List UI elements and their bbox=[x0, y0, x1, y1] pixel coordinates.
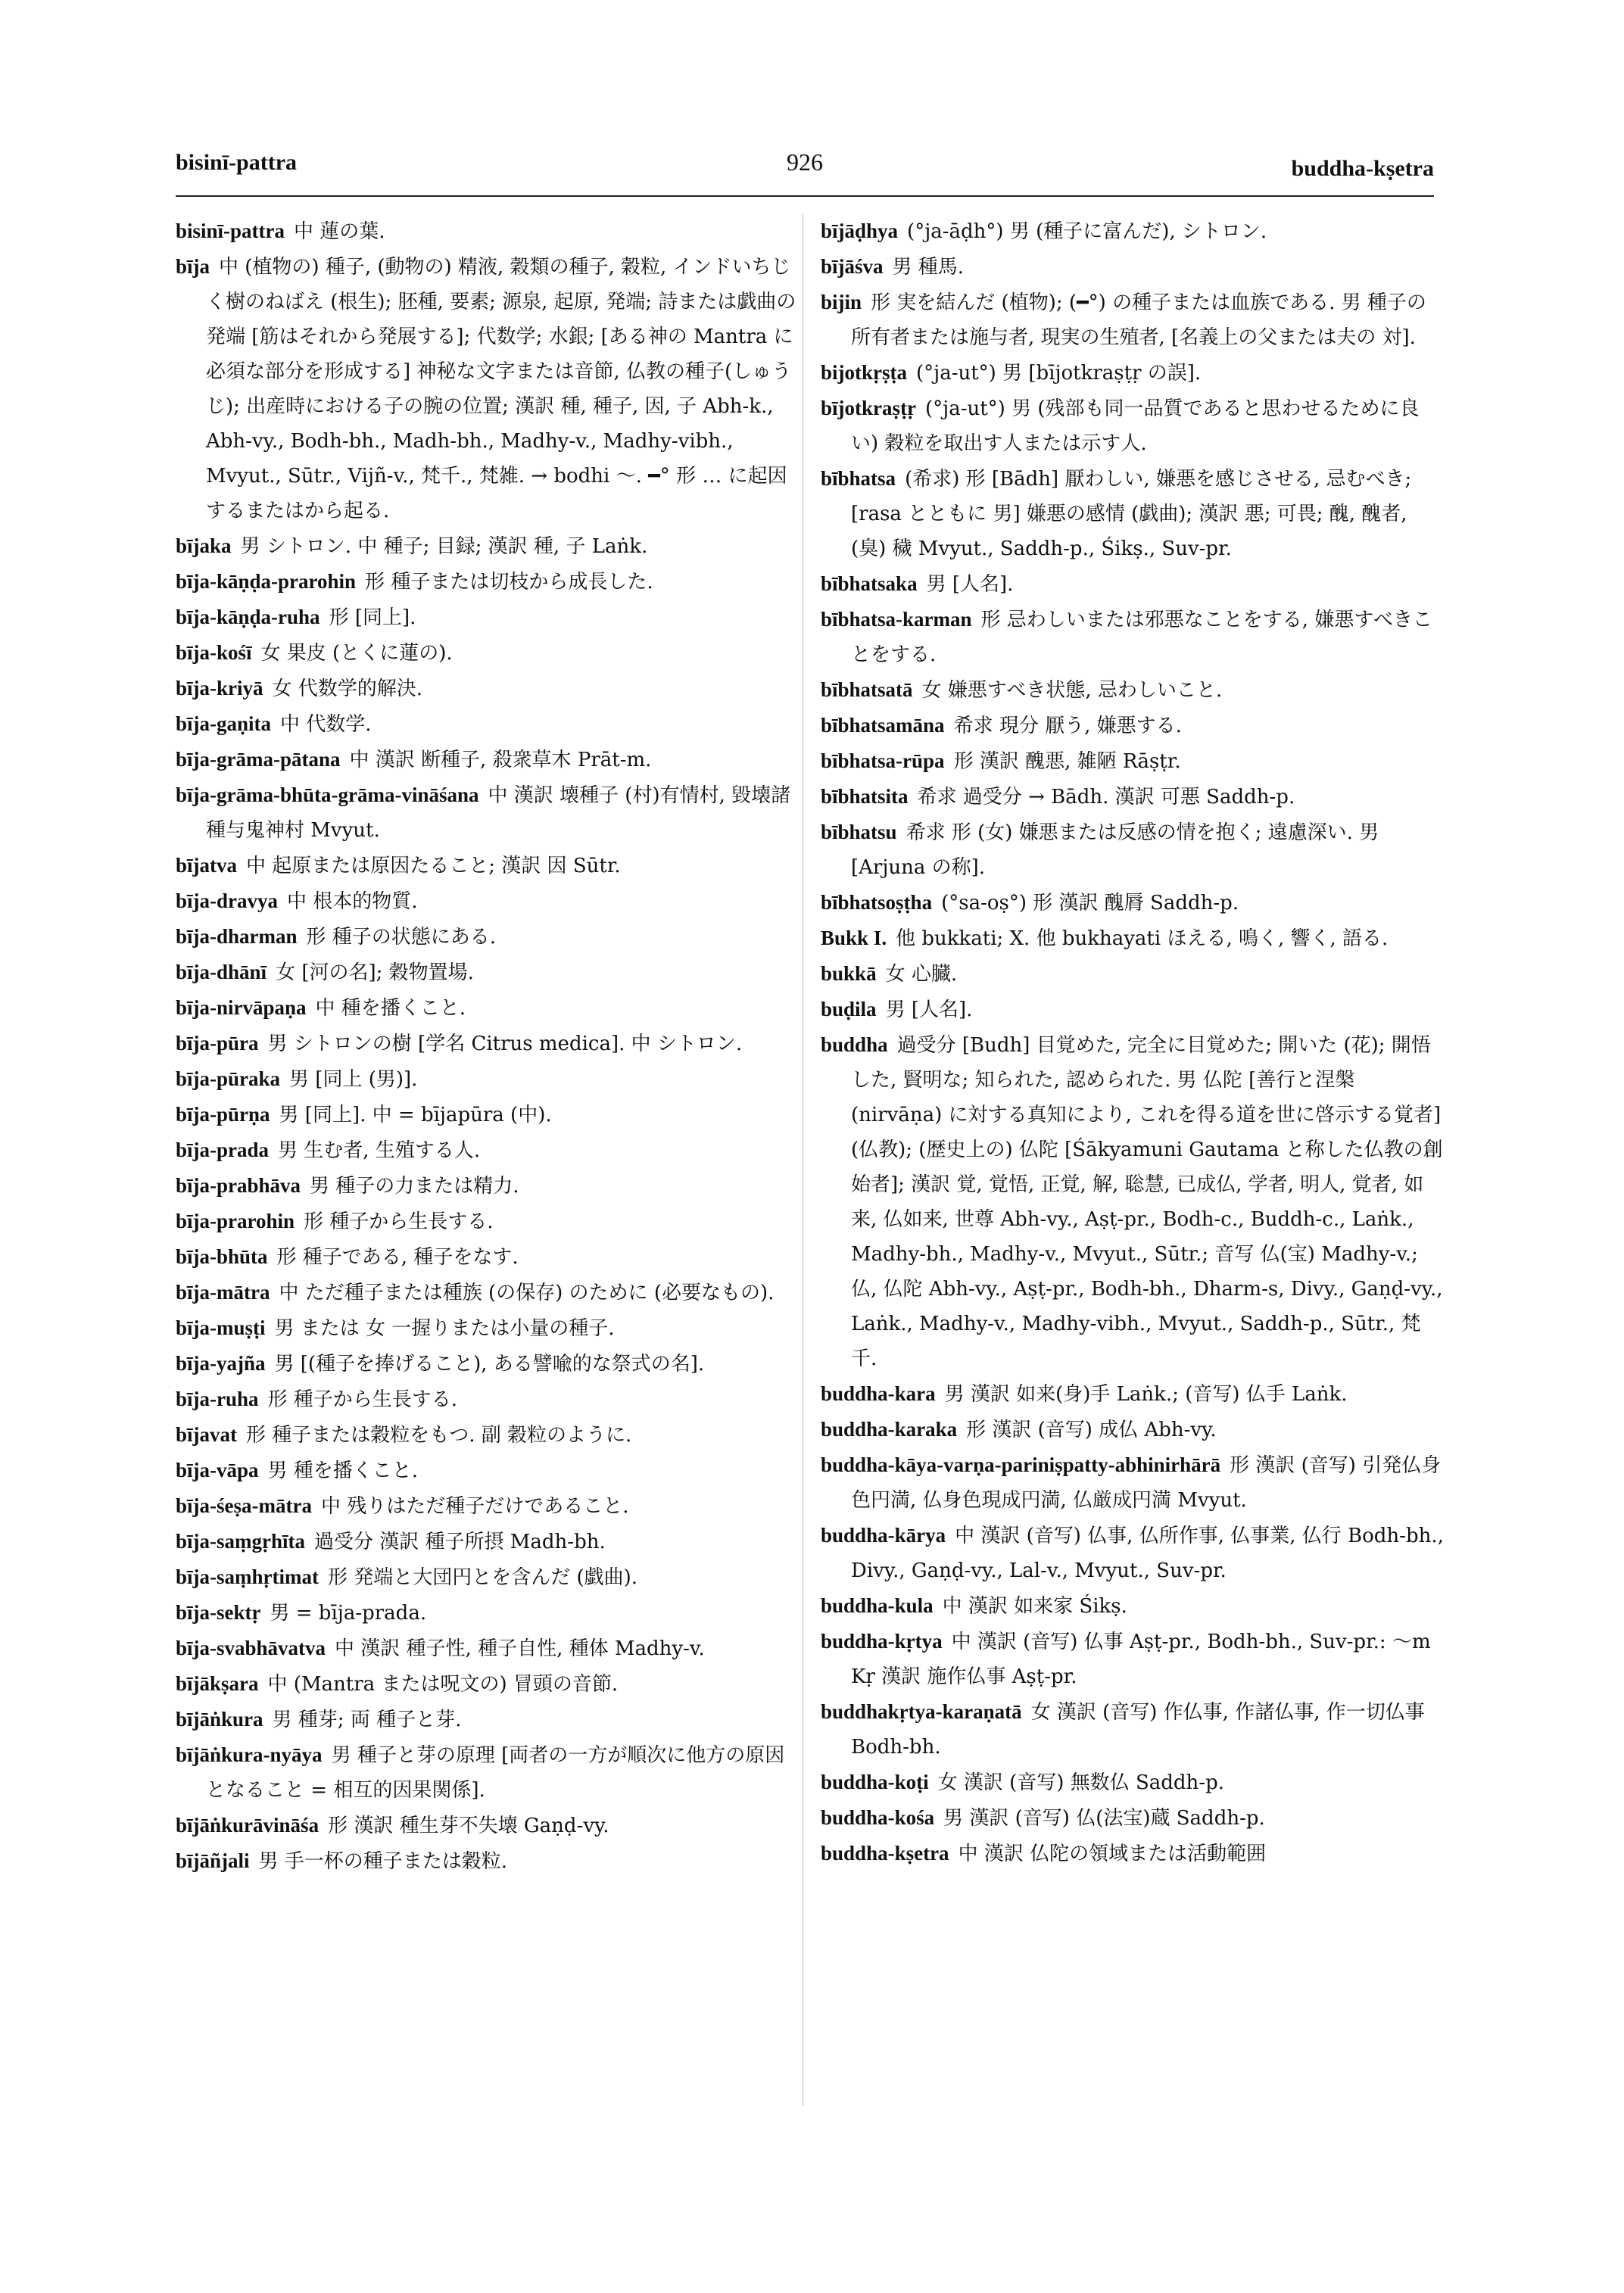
entry-headword: bījavat bbox=[176, 1423, 237, 1446]
entry-headword: bīja bbox=[176, 255, 210, 278]
entry-definition: 男 生む者, 生殖する人. bbox=[278, 1139, 481, 1162]
entry-definition: 過受分 漢訳 種子所摂 Madh-bh. bbox=[314, 1531, 606, 1553]
dictionary-entry bbox=[821, 355, 1445, 391]
dictionary-entry bbox=[176, 955, 800, 990]
dictionary-entry bbox=[821, 249, 1445, 285]
dictionary-entry bbox=[821, 461, 1445, 566]
entry-headword: bīja-kāṇḍa-ruha bbox=[176, 606, 320, 628]
dictionary-entry bbox=[176, 1559, 800, 1595]
dictionary-entry bbox=[176, 600, 800, 635]
entry-definition: 形 種子から生長する. bbox=[267, 1388, 458, 1411]
dictionary-entry bbox=[176, 706, 800, 742]
entry-definition: 中 種を播くこと. bbox=[315, 997, 466, 1020]
entry-headword: bīja-ruha bbox=[176, 1388, 259, 1410]
entry-definition: (°ja-āḍh°) 男 (種子に富んだ), シトロン. bbox=[907, 220, 1267, 243]
dictionary-entry bbox=[176, 990, 800, 1026]
entry-headword: bīja-bhūta bbox=[176, 1245, 268, 1268]
entry-definition: 中 漢訳 如来家 Śikṣ. bbox=[942, 1595, 1127, 1618]
entry-headword: buddha-kara bbox=[821, 1382, 936, 1405]
entry-definition: 形 種子である, 種子をなす. bbox=[276, 1246, 519, 1269]
entry-definition: 女 [河の名]; 穀物置場. bbox=[276, 961, 474, 984]
entry-definition: 形 種子の状態にある. bbox=[306, 926, 497, 949]
entry-headword: bīja-kriyā bbox=[176, 677, 263, 699]
entry-definition: 中 漢訳 (音写) 仏事, 仏所作事, 仏事業, 仏行 Bodh-bh., Divy., Gaṇḍ-vy., Lal-v., Mvyut., Suv-pr. bbox=[851, 1525, 1444, 1582]
dictionary-entry bbox=[176, 635, 800, 671]
dictionary-entry bbox=[176, 1346, 800, 1382]
dictionary-entry bbox=[176, 1631, 800, 1666]
running-head-left: bisinī-pattra bbox=[176, 150, 298, 175]
dictionary-entry bbox=[821, 1376, 1445, 1412]
entry-headword: bīja-grāma-bhūta-grāma-vināśana bbox=[176, 784, 479, 806]
entry-definition: 女 漢訳 (音写) 無数仏 Saddh-p. bbox=[937, 1771, 1224, 1794]
dictionary-entry bbox=[176, 1132, 800, 1168]
entry-headword: buddhakṛtya-karaṇatā bbox=[821, 1700, 1022, 1723]
entry-headword: bīja-sektṛ bbox=[176, 1601, 261, 1624]
entry-definition: 形 漢訳 醜悪, 雑陋 Rāṣṭr. bbox=[953, 750, 1181, 773]
entry-definition: 中 ただ種子または種族 (の保存) のために (必要なもの). bbox=[279, 1282, 775, 1304]
dictionary-entry bbox=[176, 777, 800, 848]
dictionary-entry bbox=[176, 1737, 800, 1808]
dictionary-entry bbox=[821, 1447, 1445, 1518]
dictionary-entry bbox=[821, 1518, 1445, 1588]
dictionary-entry bbox=[821, 391, 1445, 461]
entry-definition: (希求) 形 [Bādh] 厭わしい, 嫌悪を感じさせる, 忌むべき; [rasa とともに 男] 嫌悪の感情 (戯曲); 漢訳 悪; 可畏; 醜, 醜者, (臭) 穢 Mvyut., Saddh-p., Śikṣ., Suv-pr. bbox=[851, 468, 1412, 560]
dictionary-entry bbox=[176, 564, 800, 600]
entry-headword: bībhatsamāna bbox=[821, 714, 945, 737]
dictionary-entry bbox=[821, 708, 1445, 743]
dictionary-entry bbox=[821, 285, 1445, 355]
entry-definition: 形 漢訳 (音写) 引発仏身色円満, 仏身色現成円満, 仏厳成円満 Mvyut. bbox=[851, 1454, 1442, 1512]
right-column bbox=[821, 213, 1445, 1871]
dictionary-entry bbox=[821, 1412, 1445, 1447]
entry-definition: 形 種子から生長する. bbox=[304, 1210, 494, 1233]
entry-definition: 中 漢訳 壊種子 (村)有情村, 毀壊諸種与鬼神村 Mvyut. bbox=[206, 784, 791, 842]
dictionary-entry bbox=[821, 1588, 1445, 1624]
entry-definition: 中 (植物の) 種子, (動物の) 精液, 穀類の種子, 穀粒, インドいちじく樹のねばえ (根生); 胚種, 要素; 源泉, 起原, 発端; 詩または戯曲の発端 [筋はそれから発展する]; 代数学; 水銀; [ある神の Mantra に必須な部分を形成する] 神秘な文字または音節, 仏教の種子(しゅうじ); 出産時における子の腕の位置; 漢訳 種, 種子, 因, 子 Abh-k., Abh-vy., Bodh-bh., Madh-bh., Madhy-v., Madhy-vibh., Mvyut., Sūtr., Vijñ-v., 梵千., 梵雑. → bodhi ～. ━° 形 … に起因するまたはから起る. bbox=[206, 256, 796, 522]
dictionary-entry bbox=[176, 1453, 800, 1488]
entry-headword: bukkā bbox=[821, 962, 877, 985]
entry-definition: 中 漢訳 断種子, 殺衆草木 Prāt-m. bbox=[349, 749, 652, 771]
entry-definition: 中 蓮の葉. bbox=[294, 220, 385, 243]
entry-definition: 形 種子または切枝から成長した. bbox=[365, 571, 653, 594]
entry-headword: bīja-svabhāvatva bbox=[176, 1637, 326, 1659]
entry-headword: buddha-koṭi bbox=[821, 1771, 929, 1793]
entry-headword: Bukk I. bbox=[821, 927, 887, 949]
entry-headword: bīja-muṣṭi bbox=[176, 1316, 266, 1339]
entry-headword: bīja-saṃgṛhīta bbox=[176, 1530, 305, 1553]
entry-definition: 男 [人名]. bbox=[885, 999, 973, 1021]
entry-headword: bīja-kośī bbox=[176, 641, 252, 664]
entry-definition: 女 心臓. bbox=[885, 963, 958, 986]
entry-headword: bīja-kāṇḍa-prarohin bbox=[176, 570, 357, 593]
entry-headword: buddha-kośa bbox=[821, 1806, 935, 1829]
entry-definition: 希求 形 (女) 嫌悪または反感の情を抱く; 遠慮深い. 男 [Arjuna の称]. bbox=[851, 821, 1379, 879]
dictionary-entry bbox=[176, 1239, 800, 1275]
entry-definition: (°ja-ut°) 男 [bījotkraṣṭṛ の誤]. bbox=[916, 362, 1202, 385]
entry-headword: buddha-karaka bbox=[821, 1418, 958, 1441]
entry-headword: buddha-kṣetra bbox=[821, 1842, 949, 1865]
entry-headword: bībhatsoṣṭha bbox=[821, 891, 933, 914]
dictionary-entry bbox=[821, 743, 1445, 779]
entry-definition: 女 果皮 (とくに蓮の). bbox=[260, 642, 453, 665]
dictionary-entry bbox=[176, 1382, 800, 1417]
entry-headword: bīja-grāma-pātana bbox=[176, 748, 341, 771]
entry-headword: bījāṅkura bbox=[176, 1708, 263, 1731]
header-rule bbox=[176, 195, 1434, 197]
entry-headword: bībhatsatā bbox=[821, 678, 913, 701]
entry-headword: bībhatsita bbox=[821, 785, 909, 808]
entry-headword: bīja-mātra bbox=[176, 1281, 270, 1304]
dictionary-entry bbox=[821, 566, 1445, 602]
dictionary-entry bbox=[176, 1488, 800, 1524]
entry-headword: bīja-yajña bbox=[176, 1352, 266, 1375]
entry-headword: buddha-kṛtya bbox=[821, 1630, 943, 1653]
entry-headword: bījāṅkura-nyāya bbox=[176, 1743, 323, 1766]
dictionary-entry bbox=[821, 1800, 1445, 1836]
entry-definition: 男 種芽; 両 種子と芽. bbox=[272, 1709, 462, 1731]
entry-headword: bīja-vāpa bbox=[176, 1459, 259, 1481]
entry-definition: 希求 過受分 → Bādh. 漢訳 可悪 Saddh-p. bbox=[917, 786, 1295, 808]
dictionary-entry bbox=[176, 528, 800, 564]
entry-headword: bīja-gaṇita bbox=[176, 712, 272, 735]
dictionary-entry bbox=[821, 213, 1445, 249]
dictionary-entry bbox=[821, 815, 1445, 885]
dictionary-entry bbox=[821, 885, 1445, 921]
entry-definition: 男 または 女 一握りまたは小量の種子. bbox=[274, 1317, 615, 1340]
entry-definition: 中 (Mantra または呪文の) 冒頭の音節. bbox=[267, 1673, 619, 1696]
entry-headword: bīja-pūraka bbox=[176, 1067, 281, 1090]
dictionary-entry bbox=[176, 919, 800, 955]
entry-definition: 他 bukkati; X. 他 bukhayati ほえる, 鳴く, 響く, 語る. bbox=[896, 927, 1389, 950]
entry-definition: 男 種子と芽の原理 [両者の一方が順次に他方の原因となること = 相互的因果関係]. bbox=[206, 1744, 785, 1802]
dictionary-entry bbox=[821, 1624, 1445, 1694]
dictionary-entry bbox=[176, 1310, 800, 1346]
page-number: 926 bbox=[787, 148, 823, 176]
entry-headword: bīja-pūrṇa bbox=[176, 1103, 270, 1126]
entry-definition: 男 = bīja-prada. bbox=[270, 1602, 427, 1625]
running-head-right: buddha-kṣetra bbox=[1291, 156, 1434, 181]
entry-definition: (°ja-ut°) 男 (残部も同一品質であると思わせるために良い) 穀粒を取出す人または示す人. bbox=[851, 397, 1420, 455]
dictionary-entry bbox=[176, 1808, 800, 1843]
entry-headword: bījāñjali bbox=[176, 1849, 250, 1872]
entry-definition: 男 シトロン. 中 種子; 目録; 漢訳 種, 子 Laṅk. bbox=[240, 535, 648, 558]
entry-definition: 形 発端と大団円とを含んだ (戯曲). bbox=[327, 1566, 638, 1589]
entry-headword: bīja-dharman bbox=[176, 925, 298, 948]
entry-headword: bīja-prarohin bbox=[176, 1210, 295, 1232]
dictionary-entry bbox=[176, 1097, 800, 1132]
entry-headword: bījaka bbox=[176, 534, 232, 557]
dictionary-entry bbox=[821, 1694, 1445, 1765]
dictionary-entry bbox=[821, 1836, 1445, 1871]
entry-definition: 男 種馬. bbox=[892, 256, 965, 279]
entry-definition: 形 実を結んだ (植物); (━°) の種子または血族である. 男 種子の所有者または施与者, 現実の生殖者, [名義上の父または夫の 対]. bbox=[851, 291, 1426, 349]
dictionary-entry bbox=[821, 779, 1445, 815]
entry-definition: 男 種子の力または精力. bbox=[310, 1175, 519, 1198]
entry-definition: 中 代数学. bbox=[280, 713, 372, 736]
entry-definition: 男 [同上]. 中 = bījapūra (中). bbox=[279, 1104, 552, 1126]
entry-definition: 男 [同上 (男)]. bbox=[289, 1068, 418, 1091]
entry-headword: bisinī-pattra bbox=[176, 220, 285, 242]
entry-headword: bīja-śeṣa-mātra bbox=[176, 1494, 312, 1517]
entry-definition: 中 漢訳 (音写) 仏事 Aṣṭ-pr., Bodh-bh., Suv-pr.: ～m Kṛ 漢訳 施作仏事 Aṣṭ-pr. bbox=[851, 1631, 1431, 1688]
entry-headword: bīja-pūra bbox=[176, 1032, 259, 1055]
entry-definition: 希求 現分 厭う, 嫌悪する. bbox=[953, 715, 1182, 737]
entry-headword: bijin bbox=[821, 291, 862, 313]
entry-definition: 中 残りはただ種子だけであること. bbox=[320, 1495, 629, 1518]
entry-definition: 形 種子または穀粒をもつ. 副 穀粒のように. bbox=[246, 1424, 632, 1447]
dictionary-entry bbox=[176, 1595, 800, 1631]
entry-headword: bījatva bbox=[176, 854, 237, 877]
entry-definition: 男 シトロンの樹 [学名 Citrus medica]. 中 シトロン. bbox=[267, 1033, 743, 1055]
entry-headword: bībhatsa-karman bbox=[821, 608, 972, 631]
dictionary-entry bbox=[821, 956, 1445, 992]
dictionary-entry bbox=[176, 1702, 800, 1737]
entry-definition: 中 漢訳 仏陀の領域または活動範囲 bbox=[958, 1843, 1267, 1865]
entry-headword: bīja-saṃhṛtimat bbox=[176, 1566, 319, 1588]
entry-headword: buddha-kāya-varṇa-pariniṣpatty-abhinirhārā bbox=[821, 1453, 1221, 1476]
entry-definition: 男 漢訳 如来(身)手 Laṅk.; (音写) 仏手 Laṅk. bbox=[944, 1383, 1348, 1406]
entry-definition: 男 手一杯の種子または穀粒. bbox=[258, 1850, 508, 1873]
dictionary-entry bbox=[176, 1061, 800, 1097]
entry-headword: bīja-prada bbox=[176, 1139, 270, 1161]
entry-definition: (°sa-oṣ°) 形 漢訳 醜脣 Saddh-p. bbox=[941, 892, 1239, 914]
entry-definition: 中 起原または原因たること; 漢訳 因 Sūtr. bbox=[246, 855, 621, 877]
entry-definition: 形 漢訳 (音写) 成仏 Abh-vy. bbox=[966, 1419, 1217, 1441]
running-head bbox=[176, 150, 1434, 186]
entry-definition: 中 漢訳 種子性, 種子自性, 種体 Madhy-v. bbox=[335, 1637, 705, 1660]
entry-headword: bīja-dravya bbox=[176, 889, 278, 912]
entry-headword: bīja-dhānī bbox=[176, 961, 267, 983]
dictionary-entry bbox=[821, 921, 1445, 956]
entry-headword: buḍila bbox=[821, 998, 877, 1020]
entry-headword: buddha-kula bbox=[821, 1594, 934, 1617]
dictionary-entry bbox=[821, 672, 1445, 708]
entry-definition: 女 漢訳 (音写) 作仏事, 作諸仏事, 作一切仏事 Bodh-bh. bbox=[851, 1701, 1425, 1759]
dictionary-entry bbox=[176, 1275, 800, 1310]
entry-definition: 男 種を播くこと. bbox=[267, 1460, 419, 1482]
entry-headword: bījotkraṣṭṛ bbox=[821, 397, 916, 419]
entry-definition: 中 根本的物質. bbox=[287, 890, 418, 913]
left-column bbox=[176, 213, 800, 1879]
dictionary-entry bbox=[176, 1204, 800, 1239]
entry-definition: 過受分 [Budh] 目覚めた, 完全に目覚めた; 開いた (花); 開悟した, 賢明な; 知られた, 認められた. 男 仏陀 [善行と涅槃 (nirvāṇa) に対する真知により, これを得る道を世に啓示する覚者] (仏教); (歴史上の) 仏陀 [Śākyamuni Gautama と称した仏教の創始者]; 漢訳 覚, 覚悟, 正覚, 解, 聡慧, 已成仏, 学者, 明人, 覚者, 如来, 仏如来, 世尊 Abh-vy., Aṣṭ-pr., Bodh-c., Buddh-c., Laṅk., Madhy-bh., Madhy-v., Mvyut., Sūtr.; 音写 仏(宝) Madhy-v.; 仏, 仏陀 Abh-vy., Aṣṭ-pr., Bodh-bh., Dharm-s, Divy., Gaṇḍ-vy., Laṅk., Madhy-v., Madhy-vibh., Mvyut., Saddh-p., Sūtr., 梵千. bbox=[851, 1034, 1443, 1370]
dictionary-entry bbox=[176, 1417, 800, 1453]
entry-headword: bīja-prabhāva bbox=[176, 1174, 301, 1197]
entry-definition: 形 忌わしいまたは邪悪なことをする, 嫌悪すべきことをする. bbox=[851, 609, 1432, 666]
entry-headword: bībhatsa bbox=[821, 467, 896, 490]
dictionary-entry bbox=[176, 671, 800, 706]
entry-headword: buddha bbox=[821, 1033, 888, 1056]
entry-headword: bībhatsaka bbox=[821, 572, 918, 595]
dictionary-entry bbox=[821, 602, 1445, 672]
entry-definition: 男 漢訳 (音写) 仏(法宝)蔵 Saddh-p. bbox=[943, 1807, 1265, 1830]
entry-definition: 形 [同上]. bbox=[329, 606, 416, 629]
dictionary-entry bbox=[176, 1168, 800, 1204]
dictionary-entry bbox=[176, 883, 800, 919]
dictionary-entry bbox=[176, 848, 800, 883]
entry-definition: 女 代数学的解決. bbox=[272, 678, 423, 700]
entry-headword: bījāśva bbox=[821, 255, 884, 278]
entry-headword: bībhatsu bbox=[821, 821, 897, 843]
entry-definition: 形 漢訳 種生芽不失壊 Gaṇḍ-vy. bbox=[328, 1815, 609, 1837]
entry-headword: bīja-nirvāpaṇa bbox=[176, 996, 307, 1019]
dictionary-entry bbox=[176, 1026, 800, 1061]
entry-definition: 男 [(種子を捧げること), ある譬喩的な祭式の名]. bbox=[274, 1353, 705, 1375]
dictionary-entry bbox=[176, 1843, 800, 1879]
dictionary-entry bbox=[176, 1524, 800, 1559]
dictionary-entry bbox=[821, 992, 1445, 1027]
entry-headword: bībhatsa-rūpa bbox=[821, 749, 945, 772]
dictionary-entry bbox=[821, 1765, 1445, 1800]
entry-headword: buddha-kārya bbox=[821, 1524, 946, 1547]
dictionary-entry bbox=[176, 742, 800, 777]
dictionary-entry bbox=[176, 1666, 800, 1702]
entry-definition: 女 嫌悪すべき状態, 忌わしいこと. bbox=[921, 679, 1223, 702]
dictionary-entry bbox=[176, 249, 800, 528]
dictionary-entry bbox=[821, 1027, 1445, 1376]
entry-headword: bījāṅkurāvināśa bbox=[176, 1814, 320, 1837]
entry-headword: bījāḍhya bbox=[821, 220, 899, 242]
entry-headword: bījākṣara bbox=[176, 1672, 259, 1695]
dictionary-entry bbox=[176, 213, 800, 249]
entry-headword: bijotkṛṣṭa bbox=[821, 361, 907, 384]
entry-definition: 男 [人名]. bbox=[926, 573, 1014, 596]
